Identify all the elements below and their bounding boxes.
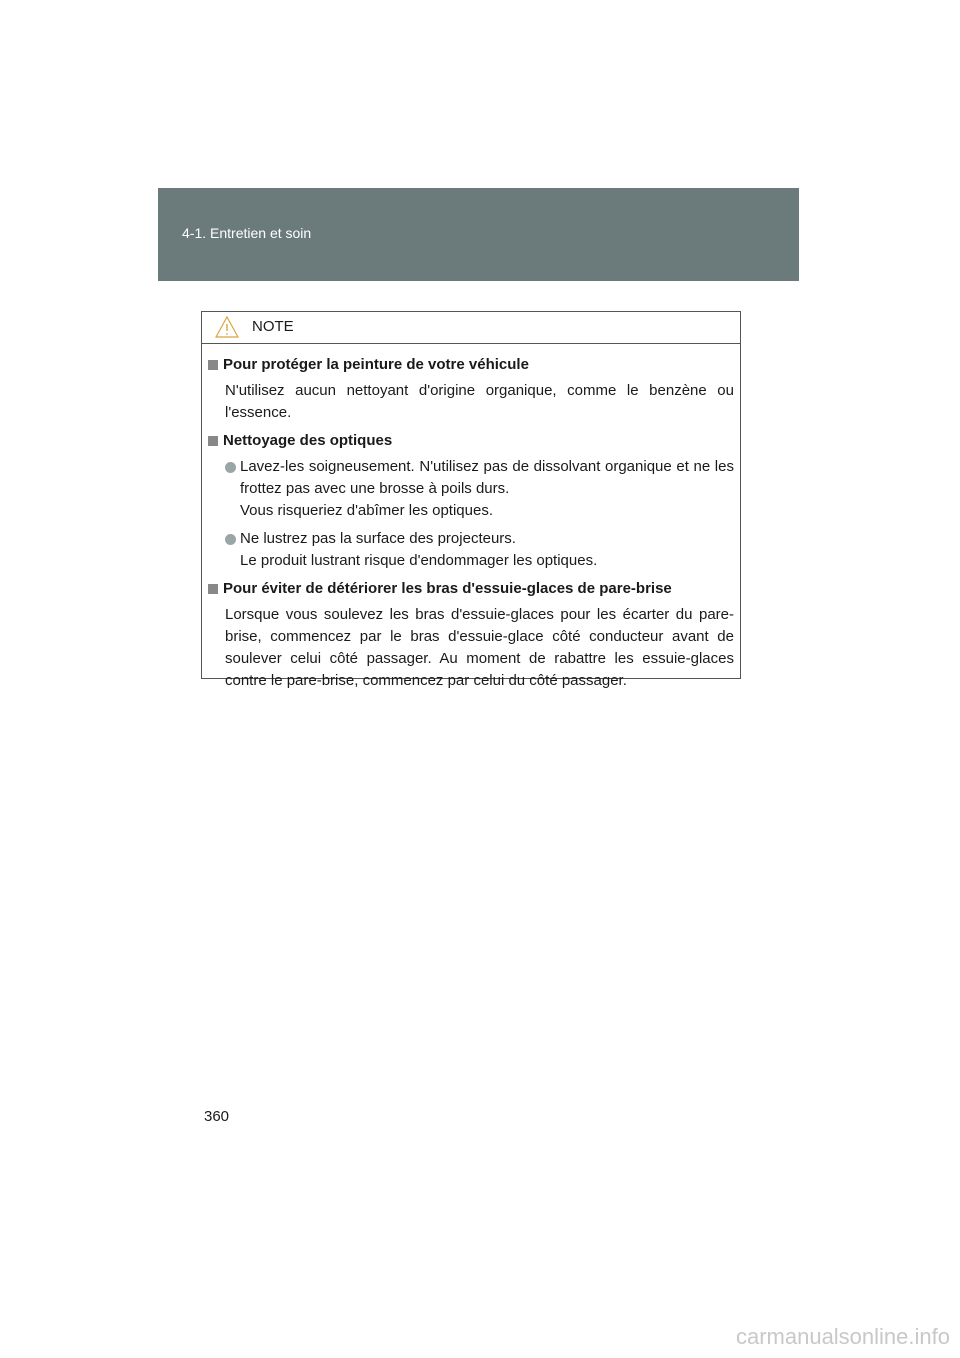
section-text: N'utilisez aucun nettoyant d'origine organique, comme le benzène ou l'essence. <box>225 382 734 421</box>
note-body <box>202 344 740 692</box>
note-header <box>202 312 740 344</box>
square-bullet-icon <box>208 584 218 594</box>
section-heading: Nettoyage des optiques <box>208 430 734 452</box>
section-heading: Pour protéger la peinture de votre véhicule <box>208 354 734 376</box>
note-box <box>201 311 741 689</box>
square-bullet-icon <box>208 360 218 370</box>
section-text: Lorsque vous soulevez les bras d'essuie-glaces pour les écarter du pare-brise, commencez par le bras d'essuie-glace côté conducteur avant de soulever celui côté passager. Au moment de rabattre les essuie-glaces contre le pare-brise, commencez par celui du côté passager. <box>225 606 734 689</box>
page-number: 360 <box>204 1108 230 1125</box>
square-bullet-icon <box>208 436 218 446</box>
header-band <box>158 188 799 281</box>
list-item: Lavez-les soigneusement. N'utilisez pas de dissolvant organique et ne les frottez pas avec une brosse à poils durs. Vous risqueriez d'abîmer les optiques. <box>208 456 734 522</box>
watermark: carmanualsonline.info <box>735 1324 950 1349</box>
section-heading: Pour éviter de détériorer les bras d'essuie-glaces de pare-brise <box>208 578 734 600</box>
note-title: NOTE <box>252 318 294 335</box>
circle-bullet-icon <box>225 534 236 545</box>
circle-bullet-icon <box>225 462 236 473</box>
list-item: Ne lustrez pas la surface des projecteurs. Le produit lustrant risque d'endommager les optiques. <box>208 528 734 572</box>
section-title: 4-1. Entretien et soin <box>182 225 312 241</box>
warning-icon <box>215 316 239 338</box>
